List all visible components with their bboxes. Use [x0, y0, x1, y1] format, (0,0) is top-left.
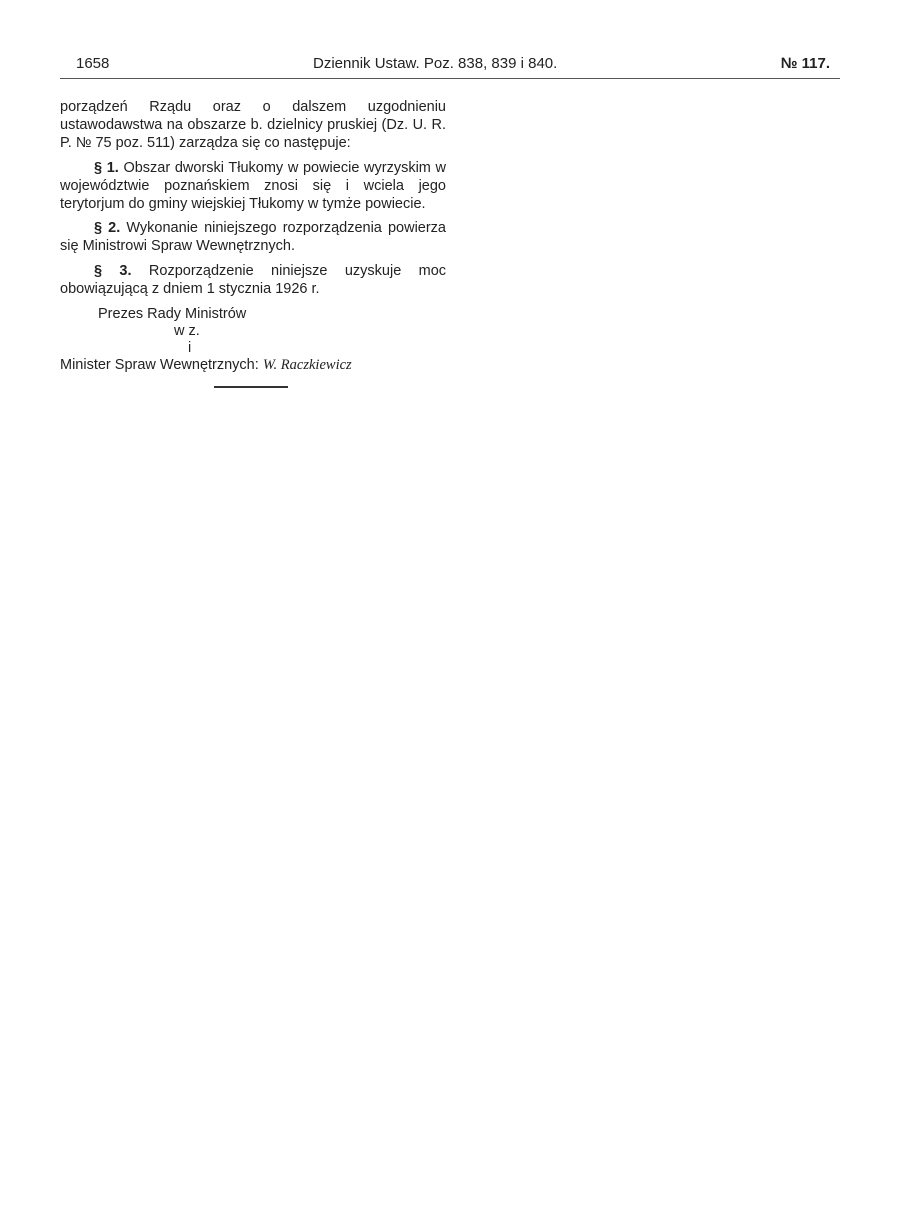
minister-name: W. Raczkiewicz [262, 357, 352, 374]
section-1-text: Obszar dworski Tłukomy w powiecie wyrzyskim w województwie poznańskiem znosi się i wciela jego terytorjum do gminy wiejskiej Tłukomy w tymże powiecie. [60, 159, 447, 213]
text-column [60, 98, 446, 388]
signature-wz: w z. [174, 323, 200, 340]
section-3-label: § 3. [94, 262, 132, 279]
section-3 [60, 262, 446, 298]
section-2-label: § 2. [94, 220, 121, 237]
signature-i: i [188, 340, 192, 357]
header-rule [60, 78, 840, 79]
section-2-text: Wykonanie niniejszego rozporządzenia powierza się Ministrowi Spraw Wewnętrznych. [60, 220, 446, 255]
minister-label: Minister Spraw Wewnętrznych: [60, 357, 259, 374]
signature-minister [60, 357, 446, 374]
section-2 [60, 219, 446, 255]
section-3-text: Rozporządzenie niniejsze uzyskuje moc obowiązującą z dniem 1 stycznia 1926 r. [60, 262, 447, 297]
end-rule [214, 386, 288, 388]
issue-number: № 117. [780, 55, 830, 72]
journal-title: Dziennik Ustaw. Poz. 838, 839 i 840. [313, 55, 558, 72]
signature-title: Prezes Rady Ministrów [98, 306, 247, 323]
section-1-label: § 1. [94, 159, 119, 176]
section-1 [60, 159, 446, 214]
intro-paragraph: porządzeń Rządu oraz o dalszem uzgodnieniu ustawodawstwa na obszarze b. dzielnicy pruskiej (Dz. U. R. P. № 75 poz. 511) zarządza się co następuje: [60, 99, 446, 152]
page-number: 1658 [76, 55, 110, 72]
